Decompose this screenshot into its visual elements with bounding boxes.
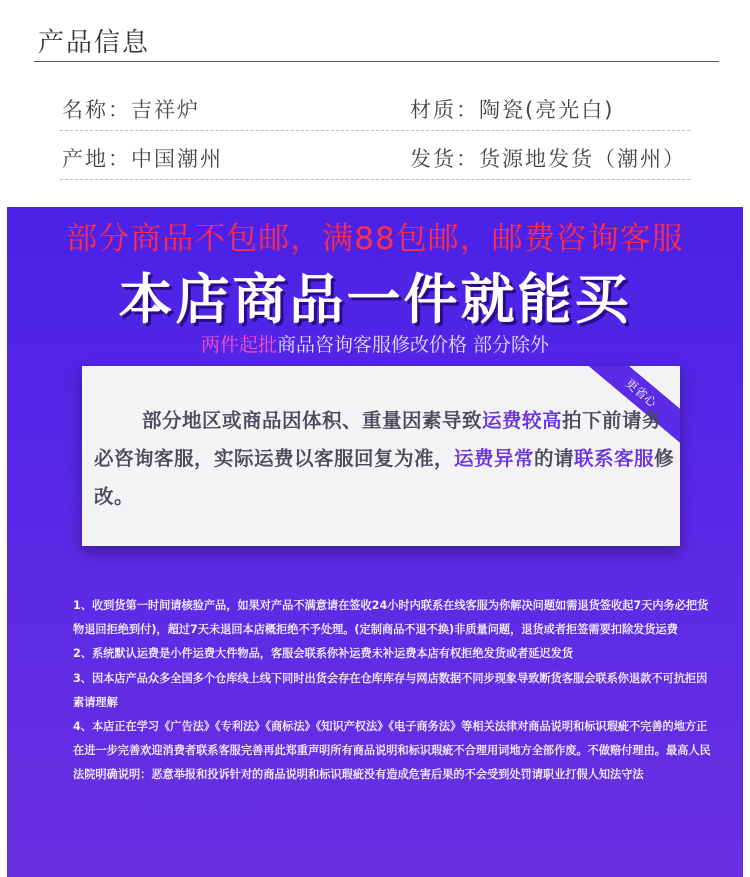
banner-subline-text: 商品咨询客服修改价格 部分除外 — [276, 334, 550, 356]
product-name — [62, 94, 200, 124]
notice-highlight-high-shipping: 运费较高 — [482, 409, 563, 432]
notice-part-4: 修改。 — [94, 447, 675, 508]
banner-subline — [7, 330, 743, 357]
product-origin-value: 中国潮州 — [131, 147, 223, 171]
wholesale-tag: 两件起批 — [200, 334, 277, 356]
terms-item: 2、系统默认运费是小件运费大件物品，客服会联系你补运费未补运费本店有权拒绝发货或者延迟发货 — [73, 647, 574, 661]
product-shipping-value: 货源地发货（潮州） — [479, 147, 686, 171]
promo-banner — [7, 207, 743, 877]
product-origin-label: 产地： — [62, 147, 131, 171]
shipping-notice-card — [82, 366, 680, 546]
title-divider — [34, 61, 719, 62]
terms-item: 3、因本店产品众多全国多个仓库线上线下同时出货会存在仓库库存与网店数据不同步现象导致断货客服会联系你退款不可抗拒因素请理解 — [73, 671, 708, 709]
product-name-value: 吉祥炉 — [131, 98, 200, 122]
product-shipping-label: 发货： — [410, 147, 479, 171]
terms-item: 1、收到货第一时间请核验产品，如果对产品不满意请在签收24小时内联系在线客服为你解决问题如需退货签收起7天内务必把货物退回拒绝到付)，超过7天未退回本店概拒绝不予处理。(定制商品不退不换)非质量问题，退货或者拒签需要扣除发货运费 — [73, 599, 709, 637]
notice-highlight-contact-service: 联系客服 — [574, 447, 655, 470]
product-origin — [62, 143, 223, 173]
shipping-promo-text: 部分商品不包邮，满88包邮，邮费咨询客服 — [66, 221, 684, 257]
notice-highlight-abnormal-shipping: 运费异常 — [454, 447, 535, 470]
product-material-label: 材质： — [410, 98, 479, 122]
terms-item: 4、本店正在学习《广告法》《专利法》《商标法》《知识产权法》《电子商务法》等相关法律对商品说明和标识瑕疵不完善的地方正在进一步完善欢迎消费者联系客服完善再此郑重声明所有商品说明和标识瑕疵不合理用词地方全部作废。不做赔付理由。最高人民法院明确说明：恶意举报和投诉针对的商品说明和标识瑕疵没有造成危害后果的不会受到处罚请职业打假人知法守法 — [73, 720, 711, 782]
info-row-name-material — [60, 82, 690, 131]
section-title: 产品信息 — [38, 28, 151, 58]
notice-part-3: 的请 — [534, 447, 575, 470]
info-row-origin-shipping — [60, 131, 690, 180]
notice-part-2: 拍下前请务必咨询客服，实际运费以客服回复为准， — [94, 409, 663, 470]
notice-part-1: 部分地区或商品因体积、重量因素导致 — [142, 409, 483, 432]
terms-list — [73, 594, 713, 788]
product-material-value: 陶瓷(亮光白) — [479, 98, 615, 122]
ribbon-label: 更省心 — [622, 376, 660, 410]
banner-headline: 本店商品一件就能买 — [118, 268, 632, 331]
shipping-notice-text — [94, 402, 678, 516]
product-material — [410, 94, 614, 124]
product-shipping — [410, 143, 686, 173]
product-name-label: 名称： — [62, 98, 131, 122]
